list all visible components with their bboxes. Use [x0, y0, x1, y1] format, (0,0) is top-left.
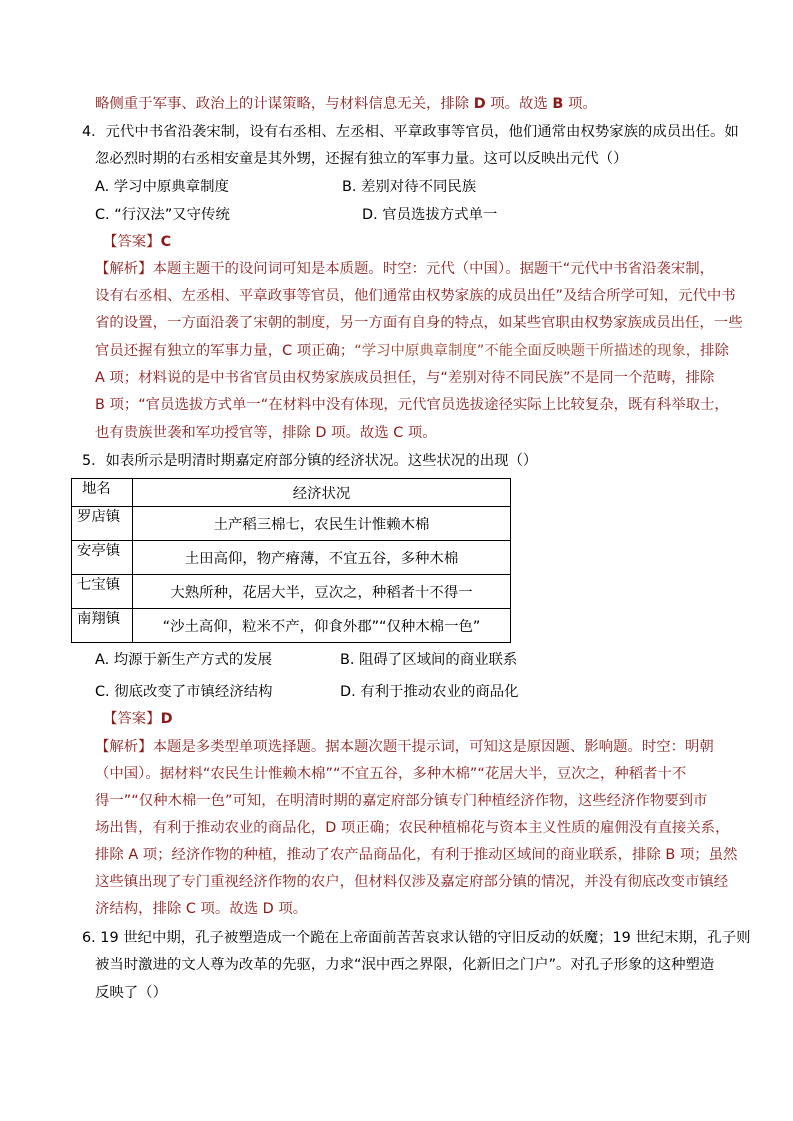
q6-stem-line-1: 6. 19 世纪中期，孔子被塑造成一个跪在上帝面前苦苦哀求认错的守旧反动的妖魔；19 世纪末期，孔子则 [82, 930, 751, 946]
q5-analysis-line-3: 得一”“仅种木棉一色”可知，在明清时期的嘉定府部分镇专门种植经济作物，这些经济作物要到市 [95, 793, 708, 809]
continuation-option-d: D [473, 96, 486, 112]
q4-analysis-line-7: 也有贵族世袭和军功授官等，排除 D 项。故选 C 项。 [95, 425, 437, 441]
q5-option-a: A. 均源于新生产方式的发展 [95, 652, 273, 668]
q6-stem-line-2: 被当时激进的文人尊为改革的先驱，力求“泯中西之界限，化新旧之门户”。对孔子形象的这种塑造 [95, 957, 715, 973]
table-cell-place: 七宝镇 [72, 575, 133, 609]
q5-answer [103, 709, 173, 729]
table-cell-economy: 土产稻三棉七，农民生计惟赖木棉 [133, 507, 511, 541]
q4-answer [103, 232, 171, 252]
economy-table [71, 478, 511, 643]
q4-option-a: A. 学习中原典章制度 [95, 179, 229, 195]
q4-analysis-line-6: B 项；“官员选拔方式单一“在材料中没有体现，元代官员选拔途径实际上比较复杂，既有科举取士， [95, 397, 729, 413]
continuation-text-mid: 项。故选 [485, 96, 553, 112]
table-row [72, 507, 511, 541]
table-row [72, 541, 511, 575]
q5-analysis-line-5: 排除 A 项；经济作物的种植，推动了农产品商品化，有利于推动区域间的商业联系，排除 B 项；虽然 [95, 847, 738, 863]
table-cell-economy: 大熟所种，花居大半，豆次之，种稻者十不得一 [133, 575, 511, 609]
q4-option-d: D. 官员选拔方式单一 [362, 207, 498, 223]
q4-option-c: C. “行汉法”又守传统 [95, 207, 230, 223]
q4-analysis-correct: 官员还握有独立的军事力量，C 项正确； [95, 343, 355, 359]
q5-analysis-line-1: 【解析】本题是多类型单项选择题。据本题次题干提示词，可知这是原因题、影响题。时空：明朝 [95, 739, 714, 755]
table-header-economy: 经济状况 [133, 479, 511, 507]
continuation-text-end: 项。 [563, 96, 597, 112]
q5-analysis-line-6: 这些镇出现了专门重视经济作物的农户，但材料仅涉及嘉定府部分镇的情况，并没有彻底改变市镇经 [95, 874, 729, 890]
q4-answer-label: 【答案】 [103, 234, 161, 250]
q4-analysis-line-1: 【解析】本题主题干的设问词可知是本质题。时空：元代（中国）。据题干“元代中书省沿袭宋制， [95, 261, 715, 277]
q4-analysis-highlight: “学习中原典章制度”不能全面反映题干所描述的现象， [354, 343, 701, 359]
continuation-text: 略侧重于军事、政治上的计谋策略，与材料信息无关，排除 [95, 96, 474, 112]
table-header-row [72, 479, 511, 507]
q4-analysis-line-5: A 项；材料说的是中书省官员由权势家族成员担任，与“差别对待不同民族”不是同一个范畴，排除 [95, 370, 715, 386]
q5-option-d: D. 有利于推动农业的商品化 [340, 684, 519, 700]
q5-stem: 5．如表所示是明清时期嘉定府部分镇的经济状况。这些状况的出现（） [82, 453, 538, 469]
table-cell-economy: 土田高仰，物产瘠薄，不宜五谷，多种木棉 [133, 541, 511, 575]
q4-option-b: B. 差别对待不同民族 [342, 179, 477, 195]
q4-analysis-exclude: 排除 [700, 343, 729, 359]
q5-option-b: B. 阻碍了区域间的商业联系 [340, 652, 518, 668]
table-cell-economy: “沙土高仰，粒米不产，仰食外郡”“仅种木棉一色” [133, 609, 511, 643]
continuation-option-b: B [552, 96, 564, 112]
table-cell-place: 罗店镇 [72, 507, 133, 541]
q4-analysis-line-2: 设有右丞相、左丞相、平章政事等官员，他们通常由权势家族的成员出任”及结合所学可知，元代中书 [95, 288, 736, 304]
q5-answer-label: 【答案】 [103, 711, 161, 727]
q4-answer-value: C [160, 234, 172, 250]
q4-analysis-line-4 [95, 341, 729, 361]
q6-stem-line-3: 反映了（） [95, 985, 167, 1001]
q4-stem-line-1: 4．元代中书省沿袭宋制，设有右丞相、左丞相、平章政事等官员，他们通常由权势家族的成员出任。如 [82, 124, 739, 140]
q5-analysis-line-2: （中国）。据材料“农民生计惟赖木棉”“不宜五谷，多种木棉”“花居大半，豆次之，种稻者十不 [95, 766, 687, 782]
q4-analysis-line-3: 省的设置，一方面沿袭了宋朝的制度，另一方面有自身的特点，如某些官职由权势家族成员出任，一些 [95, 315, 743, 331]
q4-stem-line-2: 忽必烈时期的右丞相安童是其外甥，还握有独立的军事力量。这可以反映出元代（） [95, 151, 628, 167]
table-cell-place: 南翔镇 [72, 609, 133, 643]
q3-analysis-continuation [95, 94, 597, 114]
q5-analysis-line-4: 场出售，有利于推动农业的商品化，D 项正确；农民种植棉花与资本主义性质的雇佣没有直接关系， [95, 820, 730, 836]
q5-analysis-line-7: 济结构，排除 C 项。故选 D 项。 [95, 901, 308, 917]
q5-answer-value: D [160, 711, 173, 727]
table-cell-place: 安亭镇 [72, 541, 133, 575]
table-row [72, 575, 511, 609]
table-row [72, 609, 511, 643]
q5-option-c: C. 彻底改变了市镇经济结构 [95, 684, 273, 700]
table-header-place: 地名 [72, 479, 133, 507]
